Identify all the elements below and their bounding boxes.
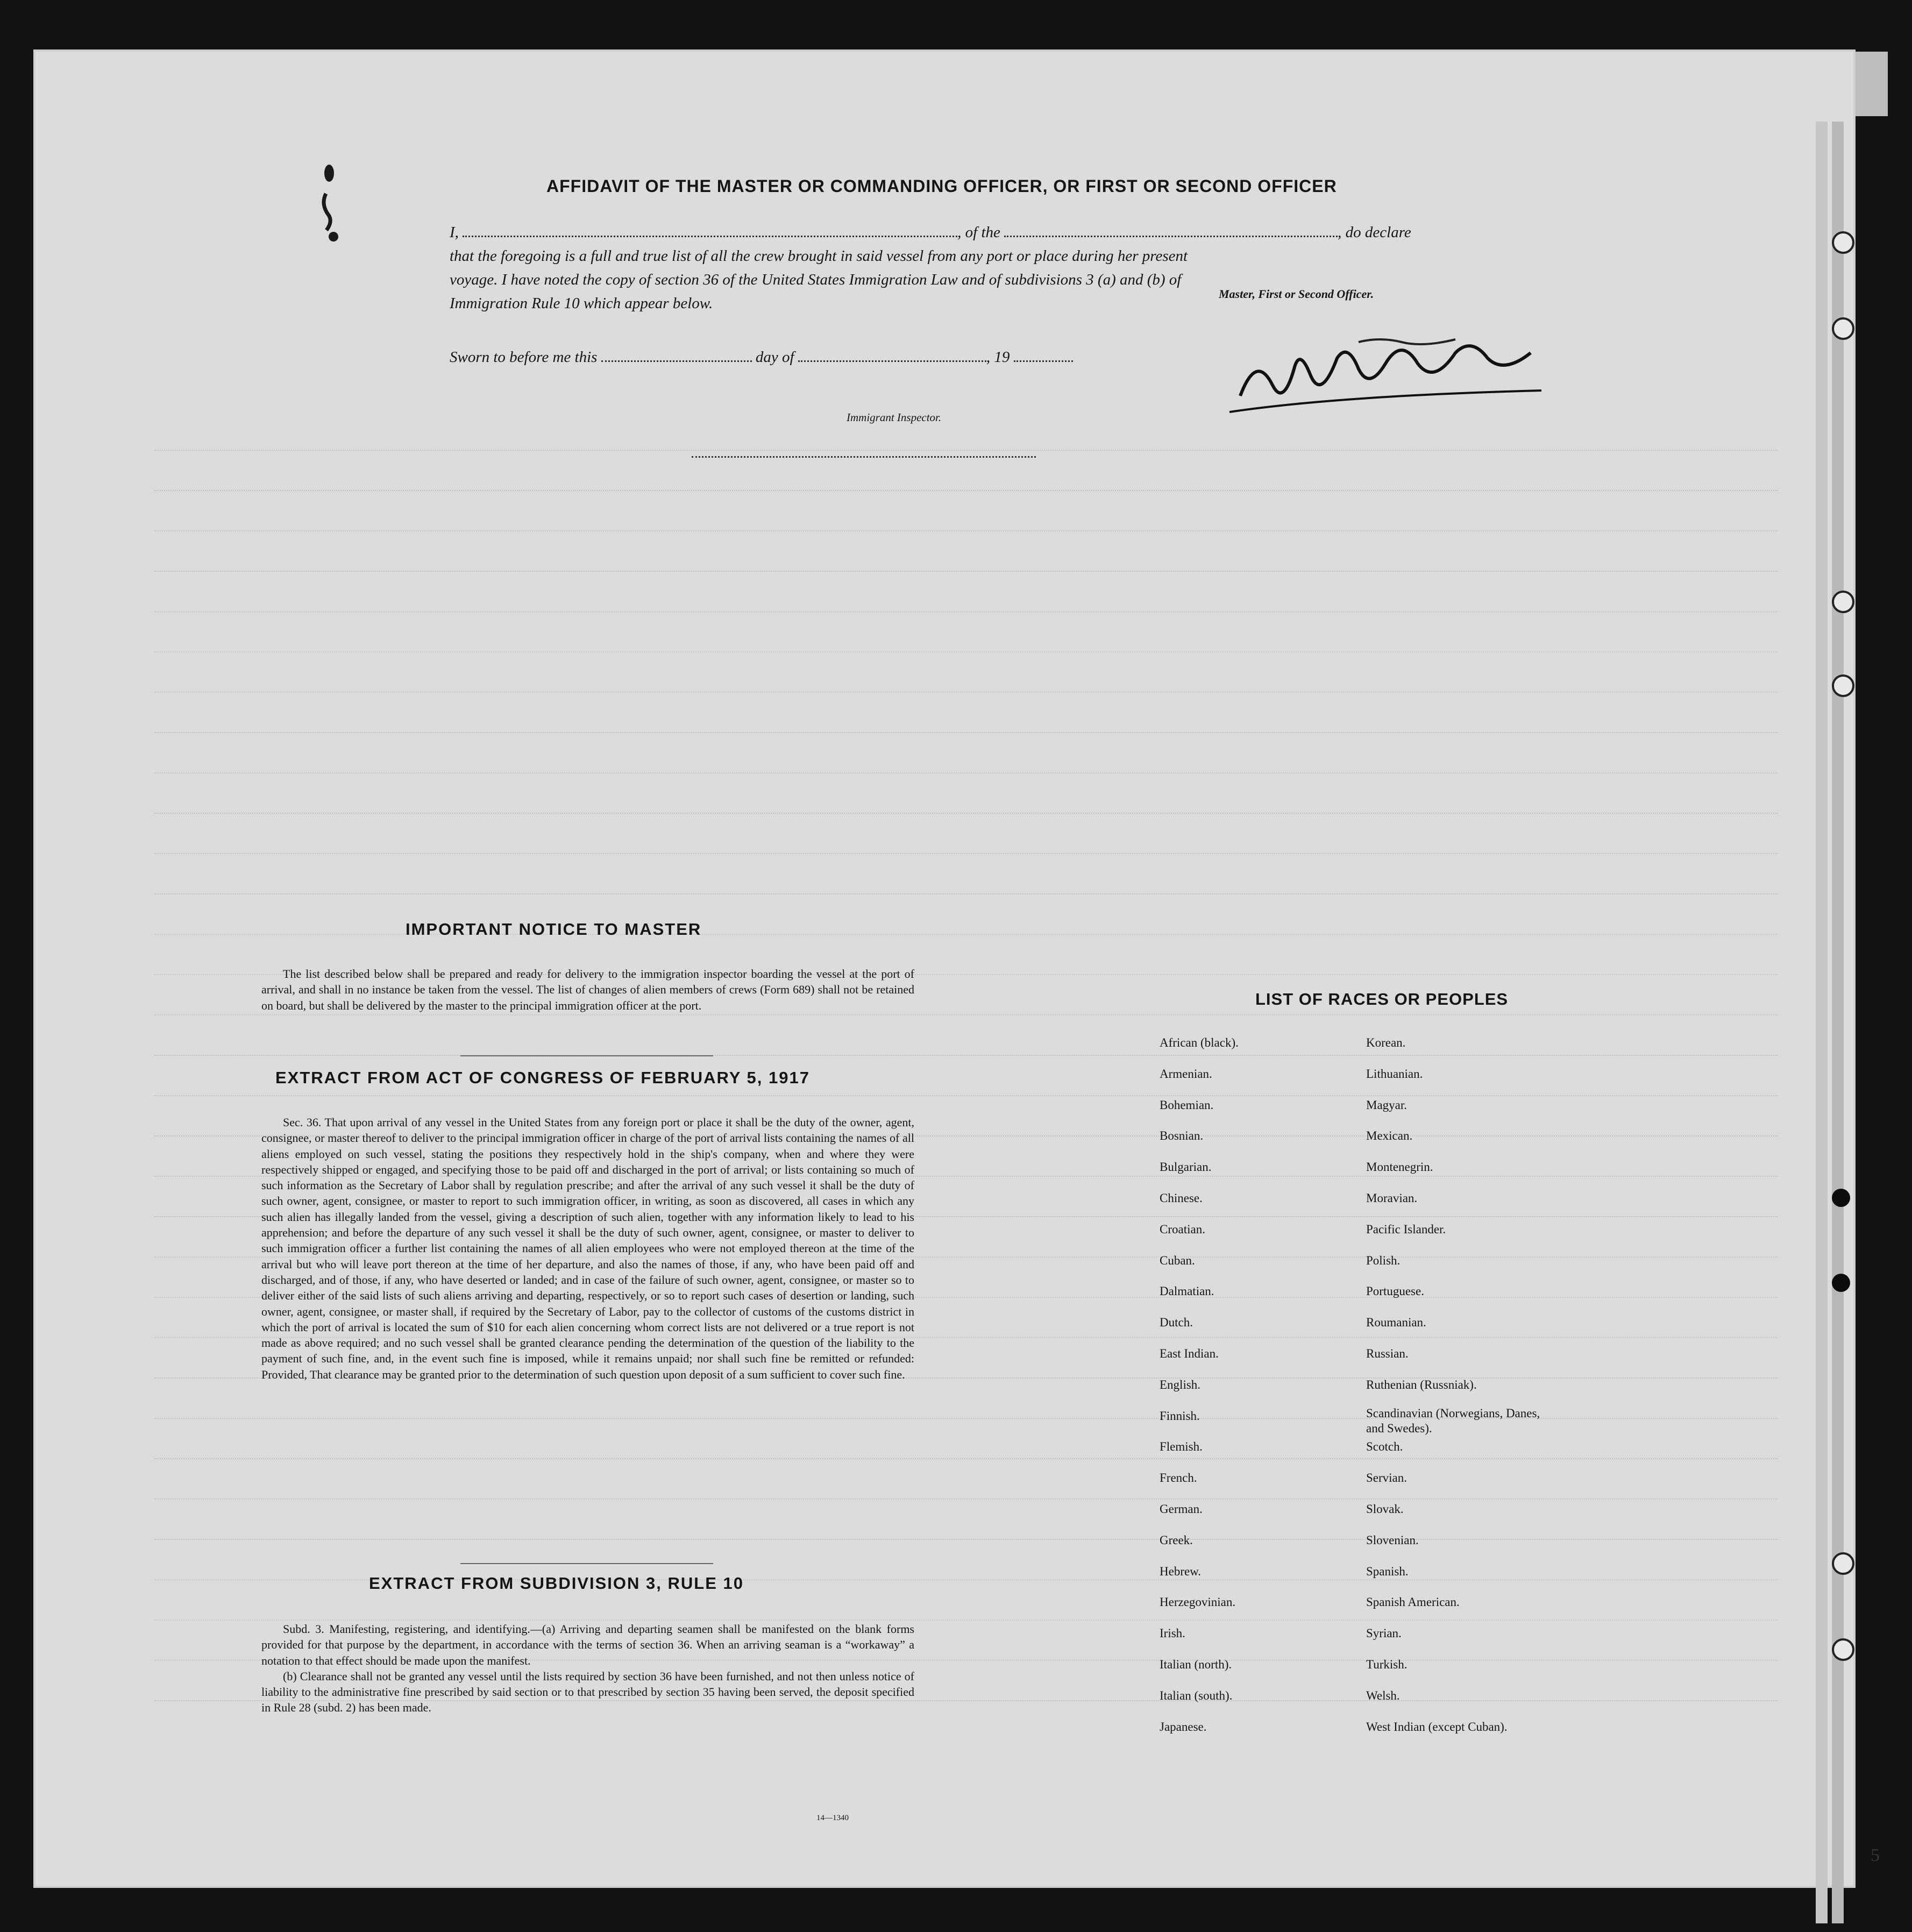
race-item: West Indian (except Cuban). — [1366, 1720, 1508, 1734]
race-item: German. — [1160, 1502, 1203, 1516]
race-item: English. — [1160, 1377, 1201, 1391]
page-edge — [1816, 122, 1828, 1923]
race-item: Korean. — [1366, 1036, 1406, 1049]
race-item: Dutch. — [1160, 1316, 1193, 1330]
of-the-label: , of the — [957, 224, 1000, 241]
rule-heading: EXTRACT FROM SUBDIVISION 3, RULE 10 — [369, 1574, 744, 1593]
inspector-signature-line[interactable] — [692, 456, 1036, 458]
race-item: Slovenian. — [1366, 1533, 1419, 1547]
race-item: African (black). — [1160, 1036, 1239, 1049]
notice-heading: IMPORTANT NOTICE TO MASTER — [406, 920, 702, 939]
race-item: Lithuanian. — [1366, 1067, 1423, 1081]
race-item: Portuguese. — [1366, 1284, 1424, 1298]
binder-hole — [1832, 1189, 1850, 1207]
name-blank[interactable] — [463, 223, 957, 237]
race-item: Finnish. — [1160, 1409, 1200, 1423]
race-item: Armenian. — [1160, 1067, 1212, 1081]
affidavit-title: AFFIDAVIT OF THE MASTER OR COMMANDING OFFICER, OR FIRST OR SECOND OFFICER — [546, 176, 1337, 196]
binder-hole — [1832, 317, 1854, 340]
rule-text — [261, 1621, 914, 1716]
day-of-label: day of — [755, 349, 794, 366]
race-item: Herzegovinian. — [1160, 1595, 1236, 1609]
binder-hole — [1832, 231, 1854, 254]
document-page — [35, 52, 1880, 1886]
race-item: Welsh. — [1366, 1688, 1400, 1702]
race-item: Bosnian. — [1160, 1129, 1204, 1143]
race-item: Spanish. — [1366, 1564, 1409, 1578]
race-item: Scotch. — [1366, 1440, 1403, 1454]
do-declare-label: , do declare — [1338, 224, 1411, 241]
year-blank[interactable] — [1014, 347, 1073, 362]
race-item: Bulgarian. — [1160, 1160, 1212, 1174]
race-item: Bohemian. — [1160, 1098, 1214, 1112]
race-item: Pacific Islander. — [1366, 1222, 1446, 1236]
day-blank[interactable] — [601, 347, 752, 362]
binder-hole — [1832, 674, 1854, 697]
binder-hole — [1832, 591, 1854, 613]
race-item: Slovak. — [1366, 1502, 1404, 1516]
declaration-line-3: Immigration Rule 10 which appear below. — [450, 295, 713, 312]
notice-rule — [460, 1055, 713, 1056]
vessel-blank[interactable] — [1004, 223, 1338, 237]
race-item: Greek. — [1160, 1533, 1193, 1547]
race-item: Moravian. — [1366, 1191, 1418, 1205]
race-item: Magyar. — [1366, 1098, 1408, 1112]
race-item: East Indian. — [1160, 1346, 1219, 1360]
race-item: Turkish. — [1366, 1657, 1408, 1671]
race-item: Spanish American. — [1366, 1595, 1460, 1609]
race-item: Scandinavian (Norwegians, Danes, and Swedes). — [1366, 1406, 1540, 1435]
race-item: French. — [1160, 1471, 1197, 1485]
signer-label: Master, First or Second Officer. — [1219, 287, 1374, 301]
ink-stamp-mark — [310, 161, 353, 247]
race-item: Croatian. — [1160, 1222, 1205, 1236]
rule-para-b: (b) Clearance shall not be granted any vessel until the lists required by section 36 have been furnished, and not then unless notice of liability to the administrative fine prescribed by said section or to that prescribed by section 35 having been served, the deposit specified in Rule 28 (subd. 2) has been made. — [261, 1669, 914, 1715]
race-item: Flemish. — [1160, 1440, 1203, 1454]
month-blank[interactable] — [798, 347, 986, 362]
binder-hole — [1832, 1638, 1854, 1661]
races-left-column — [1160, 1027, 1239, 1742]
race-item: Italian (south). — [1160, 1688, 1233, 1702]
binder-hole — [1832, 1274, 1850, 1292]
race-item: Cuban. — [1160, 1253, 1195, 1267]
declaration-fill-line — [450, 221, 1525, 244]
sworn-line — [450, 345, 1525, 369]
act-text: Sec. 36. That upon arrival of any vessel in the United States from any foreign port or place it shall be the duty of the owner, agent, consignee, or master thereof to deliver to the principal immigration officer in charge of the port of arrival lists containing the names of all aliens employed on such vessel, stating the positions they respectively hold in the ship's company, when and where they were respectively shipped or engaged, and specifying those to be paid off and discharged in the port of arrival; or lists containing so much of such information as the Secretary of Labor shall by regulation prescribe; and after the arrival of any such vessel it shall be the duty of such owner, agent, consignee, or master to report to such immigration officer, in writing, as soon as discovered, all cases in which any such alien has illegally landed from the vessel, giving a description of such alien, together with any information likely to lead to his apprehension; and before the departure of any such vessel it shall be the duty of such owner, agent, consignee, or master to deliver to such immigration officer a further list containing the names of all alien employees who were not employed thereon at the time of the arrival but who will leave port thereon at the time of her departure, and also the names of those, if any, who have been paid off and discharged, and of those, if any, who have deserted or landed; and in case of the failure of such owner, agent, consignee, or master so to deliver either of the said lists of such aliens arriving and departing, respectively, or so to report such cases of desertion or landing, such owner, agent, consignee, or master shall, if required by the Secretary of Labor, pay to the collector of customs of the customs district in which the port of arrival is located the sum of $10 for each alien concerning whom correct lists are not delivered or a true report is not made as above required; and no such vessel shall be granted clearance pending the determination of the question of the liability to the payment of such fine, and, in the event such fine is imposed, while it remains unpaid; nor shall such fine be remitted or refunded: Provided, That clearance may be granted prior to the determination of such question upon deposit of a sum sufficient to cover such fine. — [261, 1116, 914, 1381]
declaration-line-2: voyage. I have noted the copy of section 36 of the United States Immigration Law and of subdivisions 3 (a) and (b) of — [450, 271, 1182, 288]
notice-text: The list described below shall be prepared and ready for delivery to the immigration inspector boarding the vessel at the port of arrival, and shall in no instance be taken from the vessel. The list of changes of alien members of crews (Form 689) shall not be retained on board, but shall be delivered by the master to the principal immigration officer at the port. — [261, 967, 914, 1012]
sworn-label: Sworn to before me this — [450, 349, 598, 366]
races-heading: LIST OF RACES OR PEOPLES — [1255, 990, 1509, 1008]
race-item: Dalmatian. — [1160, 1284, 1214, 1298]
year-label: , 19 — [986, 349, 1010, 366]
page-mark: 5 — [1871, 1845, 1880, 1865]
declaration-line-1: that the foregoing is a full and true list of all the crew brought in said vessel from any port or place during her present — [450, 247, 1188, 265]
binder-hole — [1832, 1552, 1854, 1575]
form-number: 14—1340 — [816, 1814, 849, 1822]
race-item: Russian. — [1366, 1346, 1409, 1360]
race-item: Montenegrin. — [1366, 1160, 1433, 1174]
race-item: Ruthenian (Russniak). — [1366, 1377, 1477, 1391]
race-item: Mexican. — [1366, 1129, 1413, 1143]
act-rule — [460, 1563, 713, 1564]
i-label: I, — [450, 224, 459, 241]
act-heading: EXTRACT FROM ACT OF CONGRESS OF FEBRUARY 5, 1917 — [275, 1068, 810, 1087]
race-item: Hebrew. — [1160, 1564, 1202, 1578]
rule-para-a: Subd. 3. Manifesting, registering, and identifying.—(a) Arriving and departing seamen shall be manifested on the blank forms provided for that purpose by the department, in accordance with the terms of section 36. When an arriving seaman is a “workaway” a notation to that effect should be made upon the manifest. — [261, 1622, 914, 1667]
race-item: Italian (north). — [1160, 1657, 1232, 1671]
race-item: Irish. — [1160, 1626, 1185, 1640]
race-item: Servian. — [1366, 1471, 1408, 1485]
race-item: Polish. — [1366, 1253, 1401, 1267]
inspector-label: Immigrant Inspector. — [847, 411, 942, 424]
race-item: Roumanian. — [1366, 1316, 1426, 1330]
races-right-column — [1366, 1027, 1549, 1742]
race-item: Japanese. — [1160, 1720, 1207, 1734]
race-item: Chinese. — [1160, 1191, 1203, 1205]
race-item: Syrian. — [1366, 1626, 1402, 1640]
